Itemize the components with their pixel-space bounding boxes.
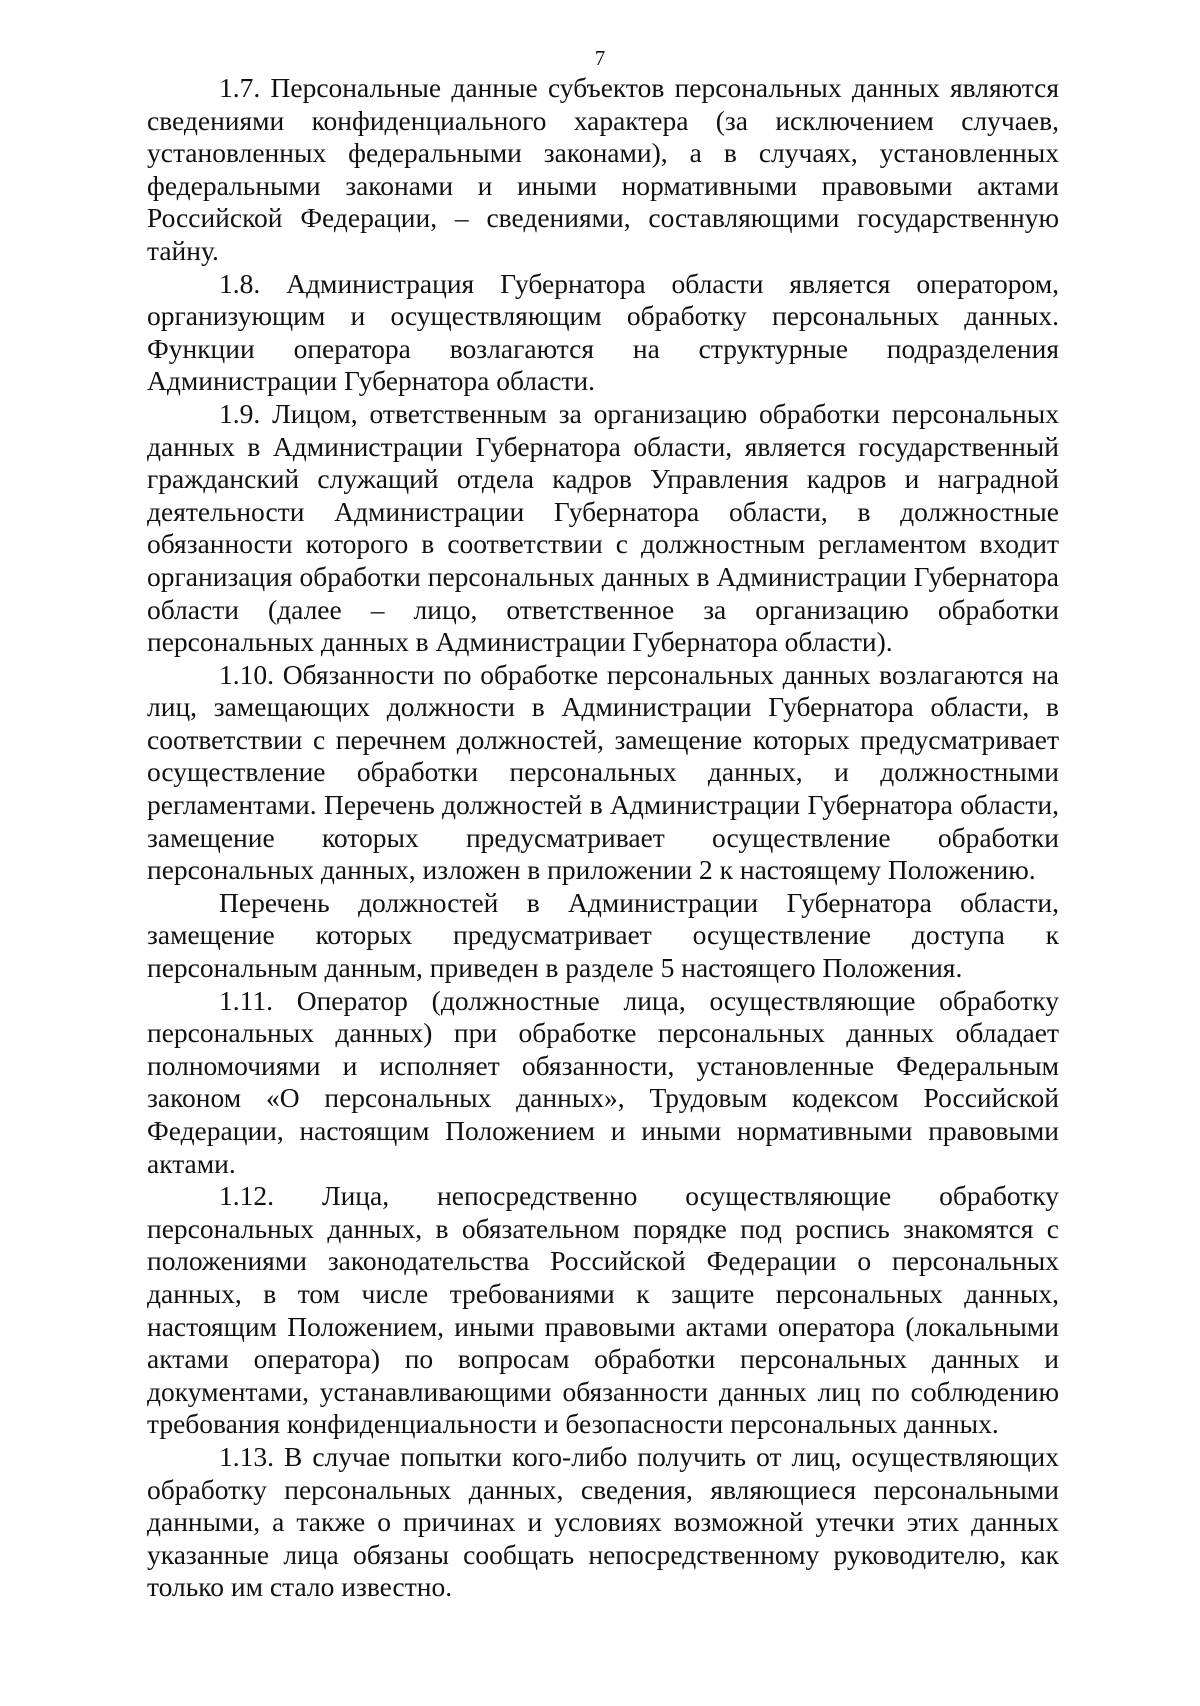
paragraph-1-10-continued: Перечень должностей в Администрации Губернатора области, замещение которых предусматривает осуществление доступа к персональным данным, приведен в разделе 5 настоящего Положения. [147,886,1059,984]
paragraph-1-8: 1.8. Администрация Губернатора области является оператором, организующим и осуществляющим обработку персональных данных. Функции оператора возлагаются на структурные подразделения Администрации Губернатора области. [147,267,1059,397]
paragraph-1-7: 1.7. Персональные данные субъектов персональных данных являются сведениями конфиденциального характера (за исключением случаев, установленных федеральными законами), а в случаях, установленных федеральными законами и иными нормативными правовыми актами Российской Федерации, – сведениями, составляющими государственную тайну. [147,72,1059,266]
paragraph-1-13: 1.13. В случае попытки кого-либо получить от лиц, осуществляющих обработку персональных данных, сведения, являющиеся персональными данными, а также о причинах и условиях возможной утечки этих данных указанные лица обязаны сообщать непосредственному руководителю, как только им стало известно. [147,1440,1059,1603]
document-body [147,72,1059,1604]
page-number: 7 [594,46,606,70]
paragraph-1-10: 1.10. Обязанности по обработке персональных данных возлагаются на лиц, замещающих должности в Администрации Губернатора области, в соответствии с перечнем должностей, замещение которых предусматривает осуществление обработки персональных данных, и должностными регламентами. Перечень должностей в Администрации Губернатора области, замещение которых предусматривает осуществление обработки персональных данных, изложен в приложении 2 к настоящему Положению. [147,658,1059,886]
paragraph-1-12: 1.12. Лица, непосредственно осуществляющие обработку персональных данных, в обязательном порядке под роспись знакомятся с положениями законодательства Российской Федерации о персональных данных, в том числе требованиями к защите персональных данных, настоящим Положением, иными правовыми актами оператора (локальными актами оператора) по вопросам обработки персональных данных и документами, устанавливающими обязанности данных лиц по соблюдению требования конфиденциальности и безопасности персональных данных. [147,1180,1059,1440]
paragraph-1-11: 1.11. Оператор (должностные лица, осуществляющие обработку персональных данных) при обработке персональных данных обладает полномочиями и исполняет обязанности, установленные Федеральным законом «О персональных данных», Трудовым кодексом Российской Федерации, настоящим Положением и иными нормативными правовыми актами. [147,984,1059,1179]
paragraph-1-9: 1.9. Лицом, ответственным за организацию обработки персональных данных в Администрации Губернатора области, является государственный гражданский служащий отдела кадров Управления кадров и наградной деятельности Администрации Губернатора области, в должностные обязанности которого в соответствии с должностным регламентом входит организация обработки персональных данных в Администрации Губернатора области (далее – лицо, ответственное за организацию обработки персональных данных в Администрации Губернатора области). [147,397,1059,658]
